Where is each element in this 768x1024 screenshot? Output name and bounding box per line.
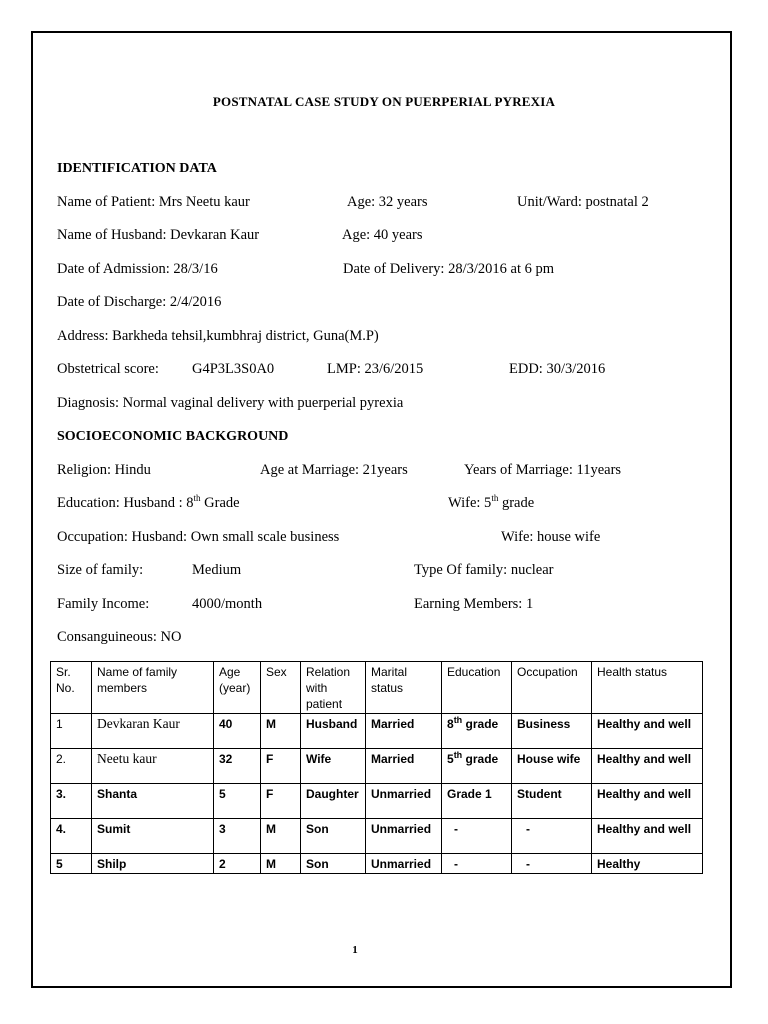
table-header-cell: Sr. No. [51,662,92,714]
occupation-husband: Occupation: Husband: Own small scale business [57,529,340,545]
husband-line [57,227,717,247]
table-row [51,749,703,784]
table-cell: M [261,854,301,874]
table-cell: - [512,854,592,874]
table-cell: M [261,714,301,749]
education-wife-text: Wife: 5 [448,495,492,511]
table-row [51,784,703,819]
table-header-cell: Sex [261,662,301,714]
table-cell: 5 [214,784,261,819]
table-cell: Sumit [92,819,214,854]
age-at-marriage: Age at Marriage: 21years [260,462,408,478]
religion-line [57,462,717,482]
table-cell: 4. [51,819,92,854]
education-husband-suffix: Grade [200,495,240,511]
table-cell: Healthy and well [592,819,703,854]
education-wife-suffix: grade [498,495,535,511]
edu-value: 8 [447,717,454,731]
table-cell: Married [366,714,442,749]
table-row [51,819,703,854]
size-value: Medium [192,562,242,578]
income-value: 4000/month [192,596,263,612]
table-cell: 1 [51,714,92,749]
table-cell: Healthy and well [592,749,703,784]
table-cell: 3. [51,784,92,819]
table-cell: Husband [301,714,366,749]
table-cell: Student [512,784,592,819]
patient-age: Age: 32 years [347,194,428,210]
table-header-cell: Age (year) [214,662,261,714]
table-cell: Neetu kaur [92,749,214,784]
edu-suffix: grade [462,717,499,731]
edu-sup: th [453,750,463,760]
education-wife-sup: th [491,493,499,504]
table-cell: Devkaran Kaur [92,714,214,749]
table-cell: 32 [214,749,261,784]
religion: Religion: Hindu [57,462,151,478]
table-header-row [51,662,703,714]
table-cell: 2 [214,854,261,874]
edu-value: 5 [447,752,454,766]
table-cell: - [442,819,512,854]
table-cell: 5 [51,854,92,874]
table-cell: Shilp [92,854,214,874]
address-line [57,328,717,348]
table-header-cell: Name of family members [92,662,214,714]
unit-ward: Unit/Ward: postnatal 2 [517,194,649,210]
table-cell [442,749,512,784]
lmp: LMP: 23/6/2015 [327,361,424,377]
table-cell: Grade 1 [442,784,512,819]
table-cell: 2. [51,749,92,784]
table-cell: Healthy [592,854,703,874]
income-line [57,596,717,616]
size-label: Size of family: [57,562,144,578]
table-cell: M [261,819,301,854]
table-cell: Healthy and well [592,714,703,749]
socioeconomic-heading: SOCIOECONOMIC BACKGROUND [57,429,289,444]
table-cell: Son [301,819,366,854]
patient-name: Name of Patient: Mrs Neetu kaur [57,194,250,210]
page-number: 1 [352,944,358,956]
identification-heading: IDENTIFICATION DATA [57,161,217,176]
table-cell: Wife [301,749,366,784]
table-cell: House wife [512,749,592,784]
education-wife [448,495,534,512]
delivery-date: Date of Delivery: 28/3/2016 at 6 pm [343,261,555,277]
occupation-wife: Wife: house wife [501,529,601,545]
obstetrical-line [57,361,717,381]
family-members-table [50,661,703,874]
table-cell: 40 [214,714,261,749]
document-title: POSTNATAL CASE STUDY ON PUERPERIAL PYREXIA [212,94,556,109]
table-row [51,854,703,874]
obstetrical-value: G4P3L3S0A0 [192,361,275,377]
admission-date: Date of Admission: 28/3/16 [57,261,218,277]
table-cell: Business [512,714,592,749]
edu-suffix: grade [462,752,499,766]
earning-members: Earning Members: 1 [414,596,534,612]
years-of-marriage: Years of Marriage: 11years [464,462,622,478]
education-husband-text: Education: Husband : 8 [57,495,194,511]
income-label: Family Income: [57,596,150,612]
edd: EDD: 30/3/2016 [509,361,606,377]
education-line [57,495,717,515]
table-cell: Unmarried [366,854,442,874]
table-cell [442,714,512,749]
table-header-cell: Occupation [512,662,592,714]
table-cell: - [512,819,592,854]
table-cell: Daughter [301,784,366,819]
table-header-cell: Marital status [366,662,442,714]
diagnosis-line [57,395,717,415]
discharge-date: Date of Discharge: 2/4/2016 [57,294,222,310]
table-cell: - [442,854,512,874]
education-husband-sup: th [193,493,201,504]
table-cell: F [261,784,301,819]
table-cell: Son [301,854,366,874]
occupation-line [57,529,717,549]
table-cell: Unmarried [366,819,442,854]
table-header-cell: Health status [592,662,703,714]
table-row [51,714,703,749]
husband-age: Age: 40 years [342,227,423,243]
admission-line [57,261,717,281]
patient-line [57,194,717,214]
edu-sup: th [453,715,463,725]
table-cell: Healthy and well [592,784,703,819]
table-header-cell: Relation with patient [301,662,366,714]
table-cell: 3 [214,819,261,854]
discharge-line [57,294,717,314]
education-husband [57,495,240,512]
table-cell: Unmarried [366,784,442,819]
obstetrical-label: Obstetrical score: [57,361,159,377]
table-cell: Shanta [92,784,214,819]
diagnosis: Diagnosis: Normal vaginal delivery with puerperial pyrexia [57,395,404,411]
husband-name: Name of Husband: Devkaran Kaur [57,227,260,243]
table-cell: Married [366,749,442,784]
table-header-cell: Education [442,662,512,714]
table-cell: F [261,749,301,784]
type-of-family: Type Of family: nuclear [414,562,554,578]
family-size-line [57,562,717,582]
consanguineous: Consanguineous: NO [57,629,182,645]
consanguineous-line [57,629,717,649]
address: Address: Barkheda tehsil,kumbhraj district, Guna(M.P) [57,328,379,344]
